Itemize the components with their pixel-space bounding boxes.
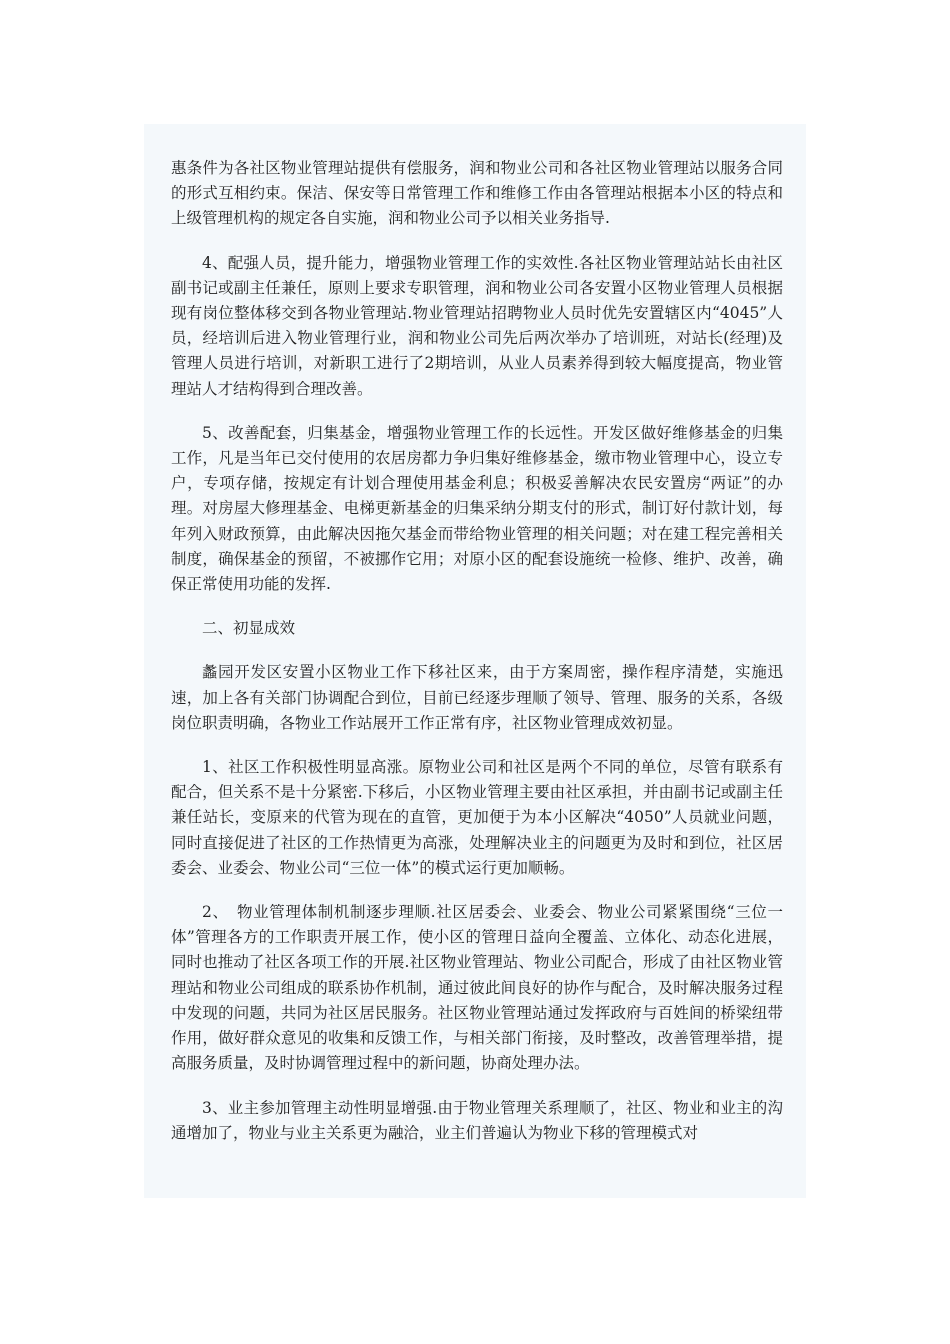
paragraph-continuation: 惠条件为各社区物业管理站提供有偿服务，润和物业公司和各社区物业管理站以服务合同的形式互相约束。保洁、保安等日常管理工作和维修工作由各管理站根据本小区的特点和上级管理机构的规定各自实施，润和物业公司予以相关业务指导. bbox=[171, 159, 783, 228]
paragraph-item-4: 4、配强人员，提升能力，增强物业管理工作的实效性.各社区物业管理站站长由社区副书记或副主任兼任，原则上要求专职管理，润和物业公司各安置小区物业管理人员根据现有岗位整体移交到各物业管理站.物业管理站招聘物业人员时优先安置辖区内“4045”人员，经培训后进入物业管理行业，润和物业公司先后两次举办了培训班，对站长(经理)及管理人员进行培训，对新职工进行了2期培训，从业人员素养得到较大幅度提高，物业管理站人才结构得到合理改善。 bbox=[171, 253, 783, 398]
paragraph-result-3: 3、业主参加管理主动性明显增强.由于物业管理关系理顺了，社区、物业和业主的沟通增加了，物业与业主关系更为融洽，业主们普遍认为物业下移的管理模式对 bbox=[171, 1098, 783, 1142]
paragraph-item-5: 5、改善配套，归集基金，增强物业管理工作的长远性。开发区做好维修基金的归集工作，凡是当年已交付使用的农居房都力争归集好维修基金，缴市物业管理中心，设立专户，专项存储，按规定有计划合理使用基金利息；积极妥善解决农民安置房“两证”的办理。对房屋大修理基金、电梯更新基金的归集采纳分期支付的形式，制订好付款计划，每年列入财政预算，由此解决因拖欠基金而带给物业管理的相关问题；对在建工程完善相关制度，确保基金的预留，不被挪作它用；对原小区的配套设施统一检修、维护、改善，确保正常使用功能的发挥. bbox=[171, 423, 783, 594]
document-text bbox=[171, 156, 783, 1165]
section-heading: 二、初显成效 bbox=[202, 619, 296, 638]
paragraph-intro: 蠡园开发区安置小区物业工作下移社区来，由于方案周密，操作程序清楚，实施迅速，加上各有关部门协调配合到位，目前已经逐步理顺了领导、管理、服务的关系，各级岗位职责明确，各物业工作站展开工作正常有序，社区物业管理成效初显。 bbox=[171, 663, 783, 732]
paragraph-result-2: 2、 物业管理体制机制逐步理顺.社区居委会、业委会、物业公司紧紧围绕“三位一体”管理各方的工作职责开展工作，使小区的管理日益向全覆盖、立体化、动态化进展，同时也推动了社区各项工作的开展.社区物业管理站、物业公司配合，形成了由社区物业管理站和物业公司组成的联系协作机制，通过彼此间良好的协作与配合，及时解决服务过程中发现的问题，共同为社区居民服务。社区物业管理站通过发挥政府与百姓间的桥梁纽带作用，做好群众意见的收集和反馈工作，与相关部门衔接，及时整改，改善管理举措，提高服务质量，及时协调管理过程中的新问题，协商处理办法。 bbox=[171, 903, 783, 1073]
paragraph-result-1: 1、社区工作积极性明显高涨。原物业公司和社区是两个不同的单位，尽管有联系有配合，但关系不是十分紧密.下移后，小区物业管理主要由社区承担，并由副书记或副主任兼任站长，变原来的代管为现在的直管，更加便于为本小区解决“4050”人员就业问题，同时直接促进了社区的工作热情更为高涨，处理解决业主的问题更为及时和到位，社区居委会、业委会、物业公司“三位一体”的模式运行更加顺畅。 bbox=[171, 758, 783, 877]
document-content bbox=[144, 124, 806, 1198]
